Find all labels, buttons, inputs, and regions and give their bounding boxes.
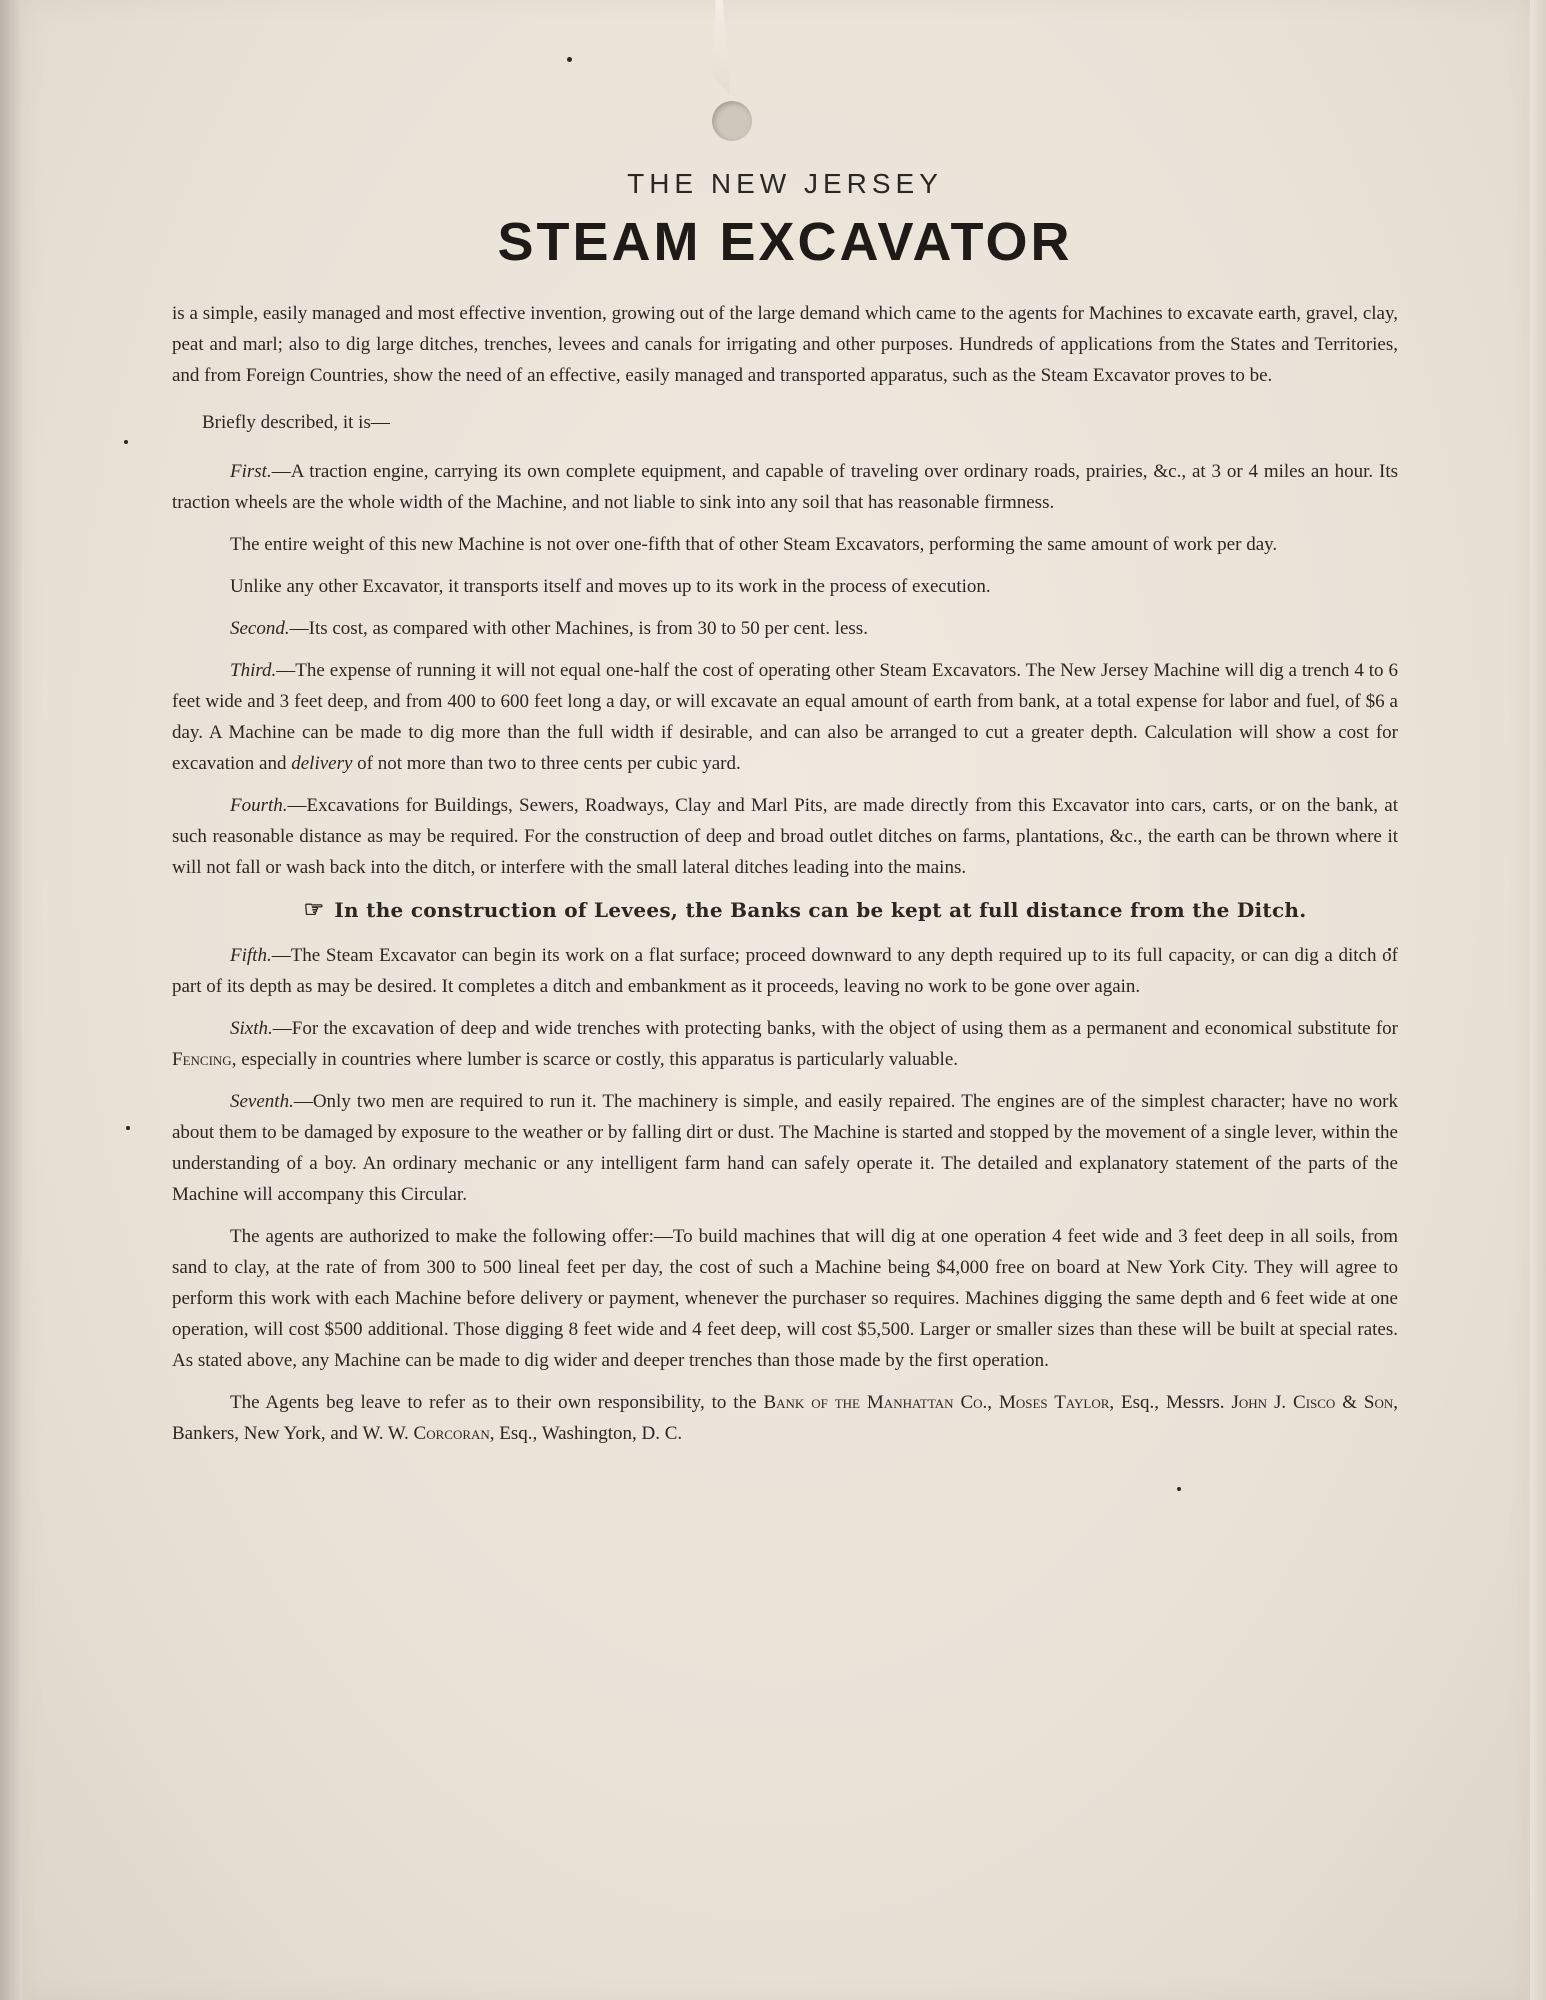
first-paragraph: [172, 456, 1398, 518]
fifth-label: Fifth.: [230, 945, 272, 966]
brief-description-heading: Briefly described, it is—: [202, 412, 390, 433]
second-paragraph: [172, 613, 1398, 644]
paper-tear: [712, 0, 730, 95]
levee-notice: [172, 894, 1398, 926]
levee-notice-text: In the construction of Levees, the Banks can be kept at full distance from the Ditch.: [334, 898, 1307, 922]
sixth-text-b: , especially in countries where lumber is scarce or costly, this apparatus is particularly valuable.: [231, 1049, 959, 1070]
fourth-label: Fourth.: [230, 795, 288, 816]
reference-moses-taylor: Moses Taylor: [998, 1392, 1110, 1413]
fourth-paragraph: [172, 790, 1398, 883]
third-text-a: —The expense of running it will not equal one-half the cost of operating other Steam Excavators. The New Jersey Machine will dig a trench 4 to 6 feet wide and 3 feet deep, and from 400 to 600 feet long a day, or will excavate an equal amount of earth from bank, at a total expense for labor and fuel, of $6 a day. A Machine can be made to dig more than the full width if desirable, and can also be arranged to cut a greater depth. Calculation will show a cost for excavation and: [172, 660, 1398, 774]
document-title: STEAM EXCAVATOR: [497, 212, 1073, 272]
punch-hole: [712, 101, 752, 141]
offer-paragraph: The agents are authorized to make the following offer:—To build machines that will dig at one operation 4 feet wide and 3 feet deep in all soils, from sand to clay, at the rate of from 300 to 500 lineal feet per day, the cost of such a Machine being $4,000 free on board at New York City. They will agree to perform this work with each Machine before delivery or payment, whenever the purchaser so requires. Machines digging the same depth and 6 feet wide at one operation, will cost $500 additional. Those digging 8 feet wide and 4 feet deep, will cost $5,500. Larger or smaller sizes than these will be built at special rates. As stated above, any Machine can be made to dig wider and deeper trenches than those made by the first operation.: [172, 1226, 1398, 1371]
reference-corcoran: W. W. Corcoran: [362, 1423, 490, 1444]
first-text: —A traction engine, carrying its own complete equipment, and capable of traveling over ordinary roads, prairies, &c., at 3 or 4 miles an hour. Its traction wheels are the whole width of the Machine, and not liable to sink into any soil that has reasonable firmness.: [172, 461, 1398, 513]
ink-speck: [124, 440, 128, 444]
reference-paragraph: [172, 1387, 1398, 1449]
fifth-paragraph: [172, 940, 1398, 1002]
pointing-hand-icon: ☞: [303, 896, 325, 923]
fourth-text: —Excavations for Buildings, Sewers, Roadways, Clay and Marl Pits, are made directly from this Excavator into cars, carts, or on the bank, at such reasonable distance as may be required. For the construction of deep and broad outlet ditches on farms, plantations, &c., the earth can be thrown where it will not fall or wash back into the ditch, or interfere with the small lateral ditches leading into the mains.: [172, 795, 1398, 878]
reference-text-d: , Bankers, New York, and: [172, 1392, 1399, 1444]
intro-paragraph: is a simple, easily managed and most effective invention, growing out of the large demand which came to the agents for Machines to excavate earth, gravel, clay, peat and marl; also to dig large ditches, trenches, levees and canals for irrigating and other purposes. Hundreds of applications from the States and Territories, and from Foreign Countries, show the need of an effective, easily managed and transported apparatus, such as the Steam Excavator proves to be.: [172, 303, 1398, 386]
reference-text-e: , Esq., Washington, D. C.: [489, 1423, 683, 1444]
reference-bank: Bank of the Manhattan Co.: [763, 1392, 988, 1413]
unlike-paragraph: Unlike any other Excavator, it transports itself and moves up to its work in the process of execution.: [230, 576, 991, 597]
reference-text-b: ,: [987, 1392, 999, 1413]
page-left-edge: [0, 0, 22, 2000]
third-paragraph: [172, 655, 1398, 779]
reference-john-cisco: John J. Cisco & Son: [1231, 1392, 1394, 1413]
seventh-paragraph: [172, 1086, 1398, 1210]
document-subtitle: THE NEW JERSEY: [627, 168, 943, 199]
first-label: First.: [230, 461, 272, 482]
sixth-text-a: —For the excavation of deep and wide trenches with protecting banks, with the object of using them as a permanent and economical substitute for: [272, 1018, 1398, 1039]
fifth-text: —The Steam Excavator can begin its work on a flat surface; proceed downward to any depth required up to its full capacity, or can dig a ditch of part of its depth as may be desired. It completes a ditch and embankment as it proceeds, leaving no work to be gone over again.: [172, 945, 1398, 997]
document-body: [172, 298, 1398, 1458]
ink-speck: [1177, 1487, 1181, 1491]
second-label: Second.: [230, 618, 290, 639]
reference-text-a: The Agents beg leave to refer as to their own responsibility, to the: [230, 1392, 764, 1413]
third-label: Third.: [230, 660, 277, 681]
second-text: —Its cost, as compared with other Machines, is from 30 to 50 per cent. less.: [289, 618, 868, 639]
fencing-smallcaps: Fencing: [172, 1049, 232, 1070]
sixth-paragraph: [172, 1013, 1398, 1075]
seventh-text: —Only two men are required to run it. The machinery is simple, and easily repaired. The engines are of the simplest character; have no work about them to be damaged by exposure to the weather or by falling dirt or dust. The Machine is started and stopped by the movement of a single lever, within the understanding of a boy. An ordinary mechanic or any intelligent farm hand can safely operate it. The detailed and explanatory statement of the parts of the Machine will accompany this Circular.: [172, 1091, 1398, 1205]
sixth-label: Sixth.: [230, 1018, 273, 1039]
ink-speck: [126, 1126, 130, 1130]
reference-text-c: , Esq., Messrs.: [1109, 1392, 1232, 1413]
third-text-b: of not more than two to three cents per cubic yard.: [352, 753, 741, 774]
weight-paragraph: The entire weight of this new Machine is not over one-fifth that of other Steam Excavators, performing the same amount of work per day.: [230, 534, 1278, 555]
seventh-label: Seventh.: [230, 1091, 294, 1112]
page-right-edge: [1528, 0, 1546, 2000]
ink-speck: [567, 57, 572, 62]
third-emphasis: delivery: [291, 753, 353, 774]
document-page: [22, 0, 1530, 2000]
